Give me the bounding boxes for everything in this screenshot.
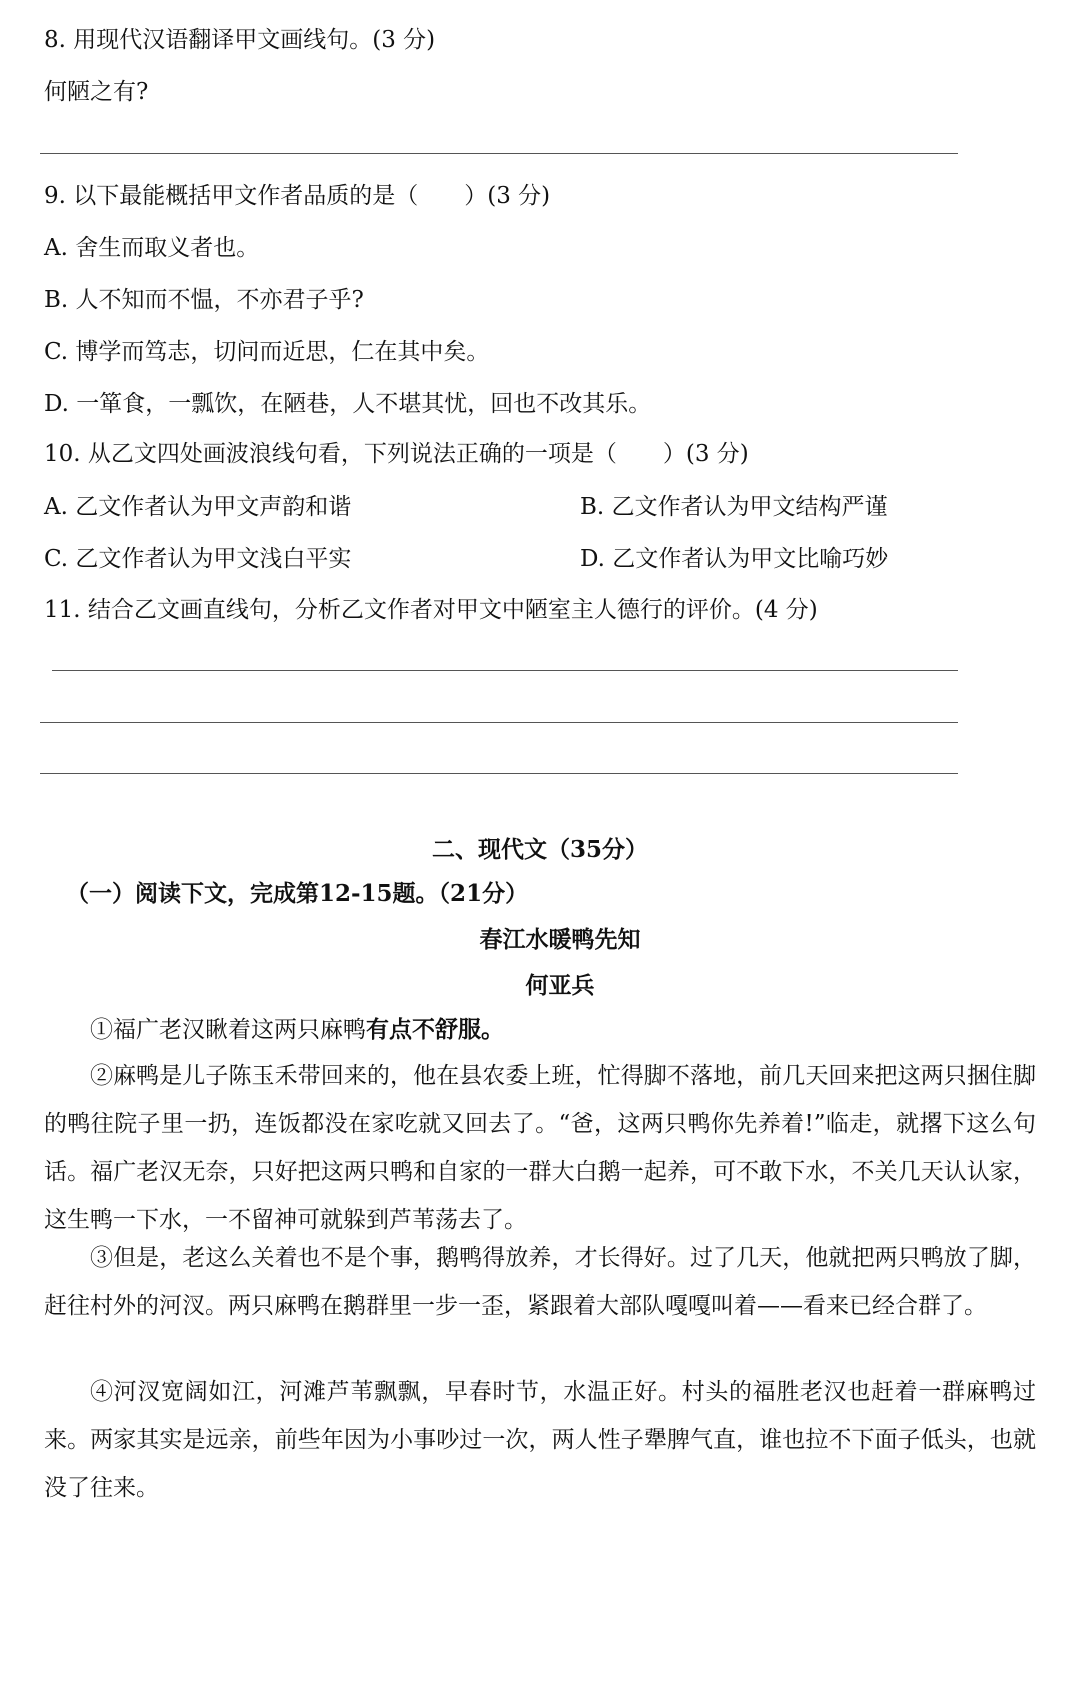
q9-stem: 9. 以下最能概括甲文作者品质的是（ ）(3 分)	[44, 183, 551, 209]
q9-option-a: A. 舍生而取义者也。	[44, 235, 260, 261]
paragraph-1-bold: 有点不舒服。	[366, 1016, 504, 1043]
q10-stem: 10. 从乙文四处画波浪线句看，下列说法正确的一项是（ ）(3 分)	[44, 441, 749, 467]
q9-option-d: D. 一箪食，一瓢饮，在陋巷，人不堪其忧，回也不改其乐。	[44, 391, 652, 417]
paragraph-4: ④河汊宽阔如江，河滩芦苇飘飘，早春时节，水温正好。村头的福胜老汉也赶着一群麻鸭过来。两家其实是远亲，前些年因为小事吵过一次，两人性子犟脾气直，谁也拉不下面子低头，也就没了往来。	[44, 1379, 1036, 1501]
q9-option-c: C. 博学而笃志，切问而近思，仁在其中矣。	[44, 339, 490, 365]
q11-answer-line-3	[40, 773, 958, 774]
article-author: 何亚兵	[525, 972, 595, 999]
q10-option-d: D. 乙文作者认为甲文比喻巧妙	[580, 546, 889, 572]
q11-answer-line-2	[40, 722, 958, 723]
q10-option-a: A. 乙文作者认为甲文声韵和谐	[44, 494, 352, 520]
q8-stem: 8. 用现代汉语翻译甲文画线句。(3 分)	[44, 27, 436, 53]
q11-stem: 11. 结合乙文画直线句，分析乙文作者对甲文中陋室主人德行的评价。(4 分)	[44, 597, 818, 623]
paragraph-3: ③但是，老这么关着也不是个事，鹅鸭得放养，才长得好。过了几天，他就把两只鸭放了脚，赶往村外的河汊。两只麻鸭在鹅群里一步一歪，紧跟着大部队嘎嘎叫着——看来已经合群了。	[44, 1245, 1036, 1319]
article-title: 春江水暖鸭先知	[479, 926, 641, 953]
section-title: 二、现代文（35分）	[431, 836, 648, 863]
q9-option-b: B. 人不知而不愠，不亦君子乎?	[44, 287, 364, 313]
q11-answer-line-1	[52, 670, 958, 671]
paragraph-1-text: ①福广老汉瞅着这两只麻鸭	[90, 1017, 366, 1043]
q8-sentence: 何陋之有?	[44, 79, 149, 105]
q10-option-c: C. 乙文作者认为甲文浅白平实	[44, 546, 352, 572]
part-heading: （一）阅读下文，完成第12-15题。（21分）	[66, 880, 529, 907]
q8-answer-line	[40, 153, 958, 154]
q10-option-b: B. 乙文作者认为甲文结构严谨	[580, 494, 888, 520]
paragraph-1	[44, 1006, 1036, 1054]
paragraph-2: ②麻鸭是儿子陈玉禾带回来的，他在县农委上班，忙得脚不落地，前几天回来把这两只捆住脚的鸭往院子里一扔，连饭都没在家吃就又回去了。“爸，这两只鸭你先养着!”临走，就撂下这么句话。福广老汉无奈，只好把这两只鸭和自家的一群大白鹅一起养，可不敢下水，不关几天认认家，这生鸭一下水，一不留神可就躲到芦苇荡去了。	[44, 1063, 1036, 1233]
